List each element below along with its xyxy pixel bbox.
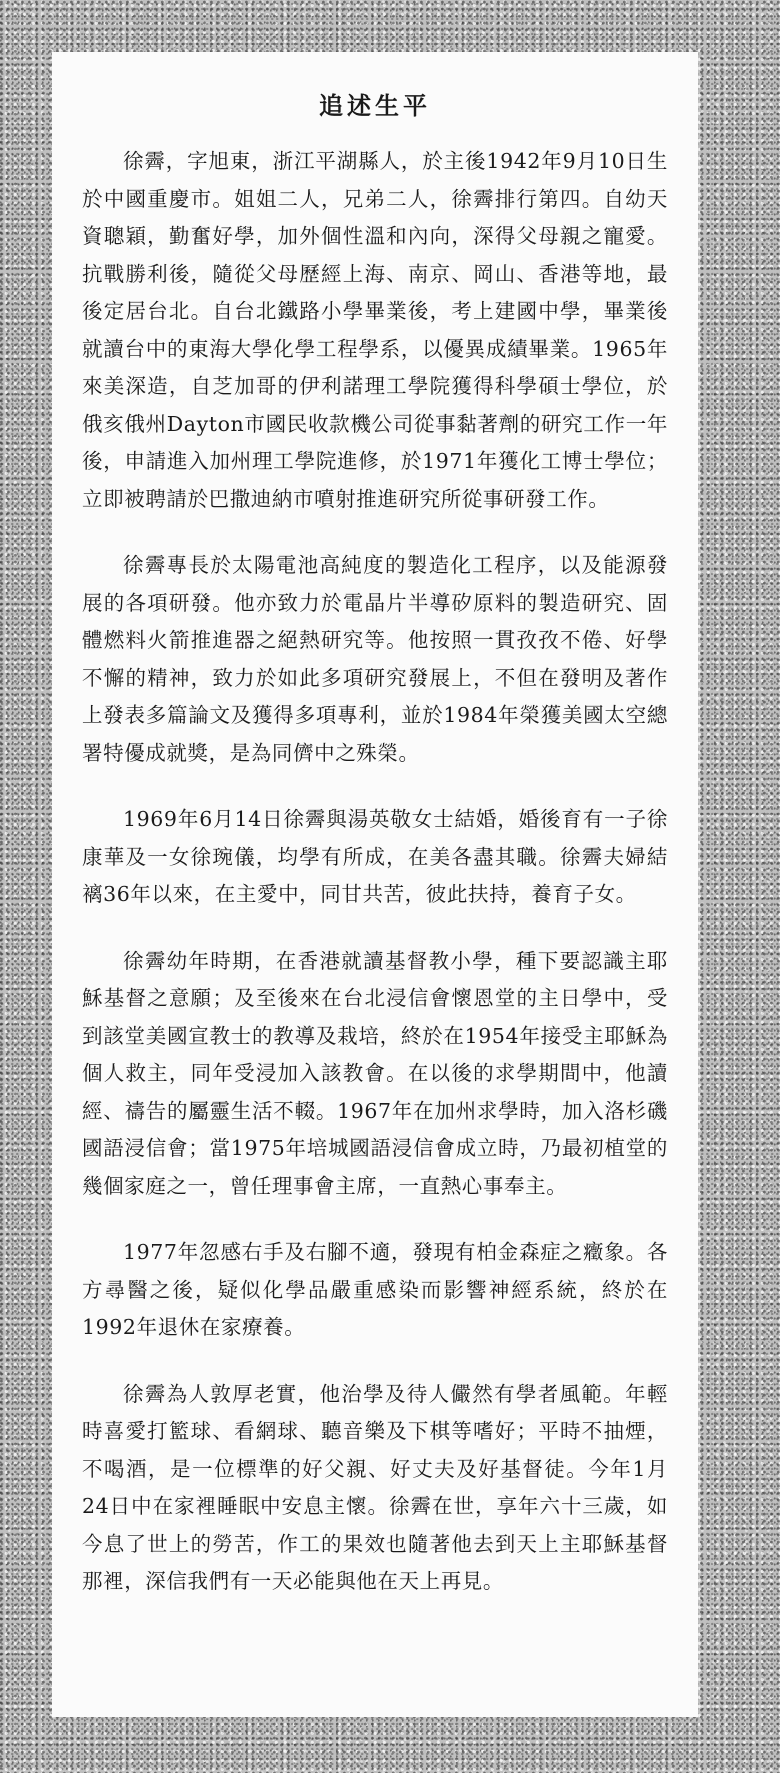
paragraph-character: 徐霽為人敦厚老實，他治學及待人儼然有學者風範。年輕時喜愛打籃球、看網球、聽音樂及下棋等嗜好；平時不抽煙，不喝酒，是一位標準的好父親、好丈夫及好基督徒。今年1月24日中在家裡睡眠中安息主懷。徐霽在世，享年六十三歲，如今息了世上的勞苦，作工的果效也隨著他去到天上主耶穌基督那裡，深信我們有一天必能與他在天上再見。 (82, 1381, 668, 1593)
paragraph-illness: 1977年忽感右手及右腳不適，發現有柏金森症之癥象。各方尋醫之後，疑似化學品嚴重感染而影響神經系統，終於在1992年退休在家療養。 (82, 1240, 668, 1339)
page-title: 追述生平 (319, 91, 431, 120)
paragraph-faith: 徐霽幼年時期，在香港就讀基督教小學，種下要認識主耶穌基督之意願；及至後來在台北浸信會懷恩堂的主日學中，受到該堂美國宣教士的教導及栽培，終於在1954年接受主耶穌為個人救主，同年受浸加入該教會。在以後的求學期間中，他讀經、禱告的屬靈生活不輟。1967年在加州求學時，加入洛杉磯國語浸信會；當1975年培城國語浸信會成立時，乃最初植堂的幾個家庭之一，曾任理事會主席，一直熱心事奉主。 (82, 948, 668, 1198)
biography-text (82, 143, 668, 1601)
paragraph-early-life: 徐霽，字旭東，浙江平湖縣人，於主後1942年9月10日生於中國重慶市。姐姐二人，兄弟二人，徐霽排行第四。自幼天資聰穎，勤奮好學，加外個性溫和內向，深得父母親之寵愛。抗戰勝利後，隨從父母歷經上海、南京、岡山、香港等地，最後定居台北。自台北鐵路小學畢業後，考上建國中學，畢業後就讀台中的東海大學化學工程學系，以優異成績畢業。1965年來美深造，自芝加哥的伊利諾理工學院獲得科學碩士學位，於俄亥俄州Dayton市國民收款機公司從事黏著劑的研究工作一年後，申請進入加州理工學院進修，於1971年獲化工博士學位；立即被聘請於巴撒迪納市噴射推進研究所從事研發工作。 (82, 149, 668, 511)
paragraph-marriage: 1969年6月14日徐霽與湯英敬女士結婚，婚後育有一子徐康華及一女徐琬儀，均學有所成，在美各盡其職。徐霽夫婦結褵36年以來，在主愛中，同甘共苦，彼此扶持，養育子女。 (82, 807, 668, 906)
paragraph-career: 徐霽專長於太陽電池高純度的製造化工程序，以及能源發展的各項研發。他亦致力於電晶片半導矽原料的製造研究、固體燃料火箭推進器之絕熱研究等。他按照一貫孜孜不倦、好學不懈的精神，致力於如此多項研究發展上，不但在發明及著作上發表多篇論文及獲得多項專利，並於1984年榮獲美國太空總署特優成就獎，是為同儕中之殊榮。 (82, 553, 668, 765)
memorial-page (52, 52, 698, 1717)
